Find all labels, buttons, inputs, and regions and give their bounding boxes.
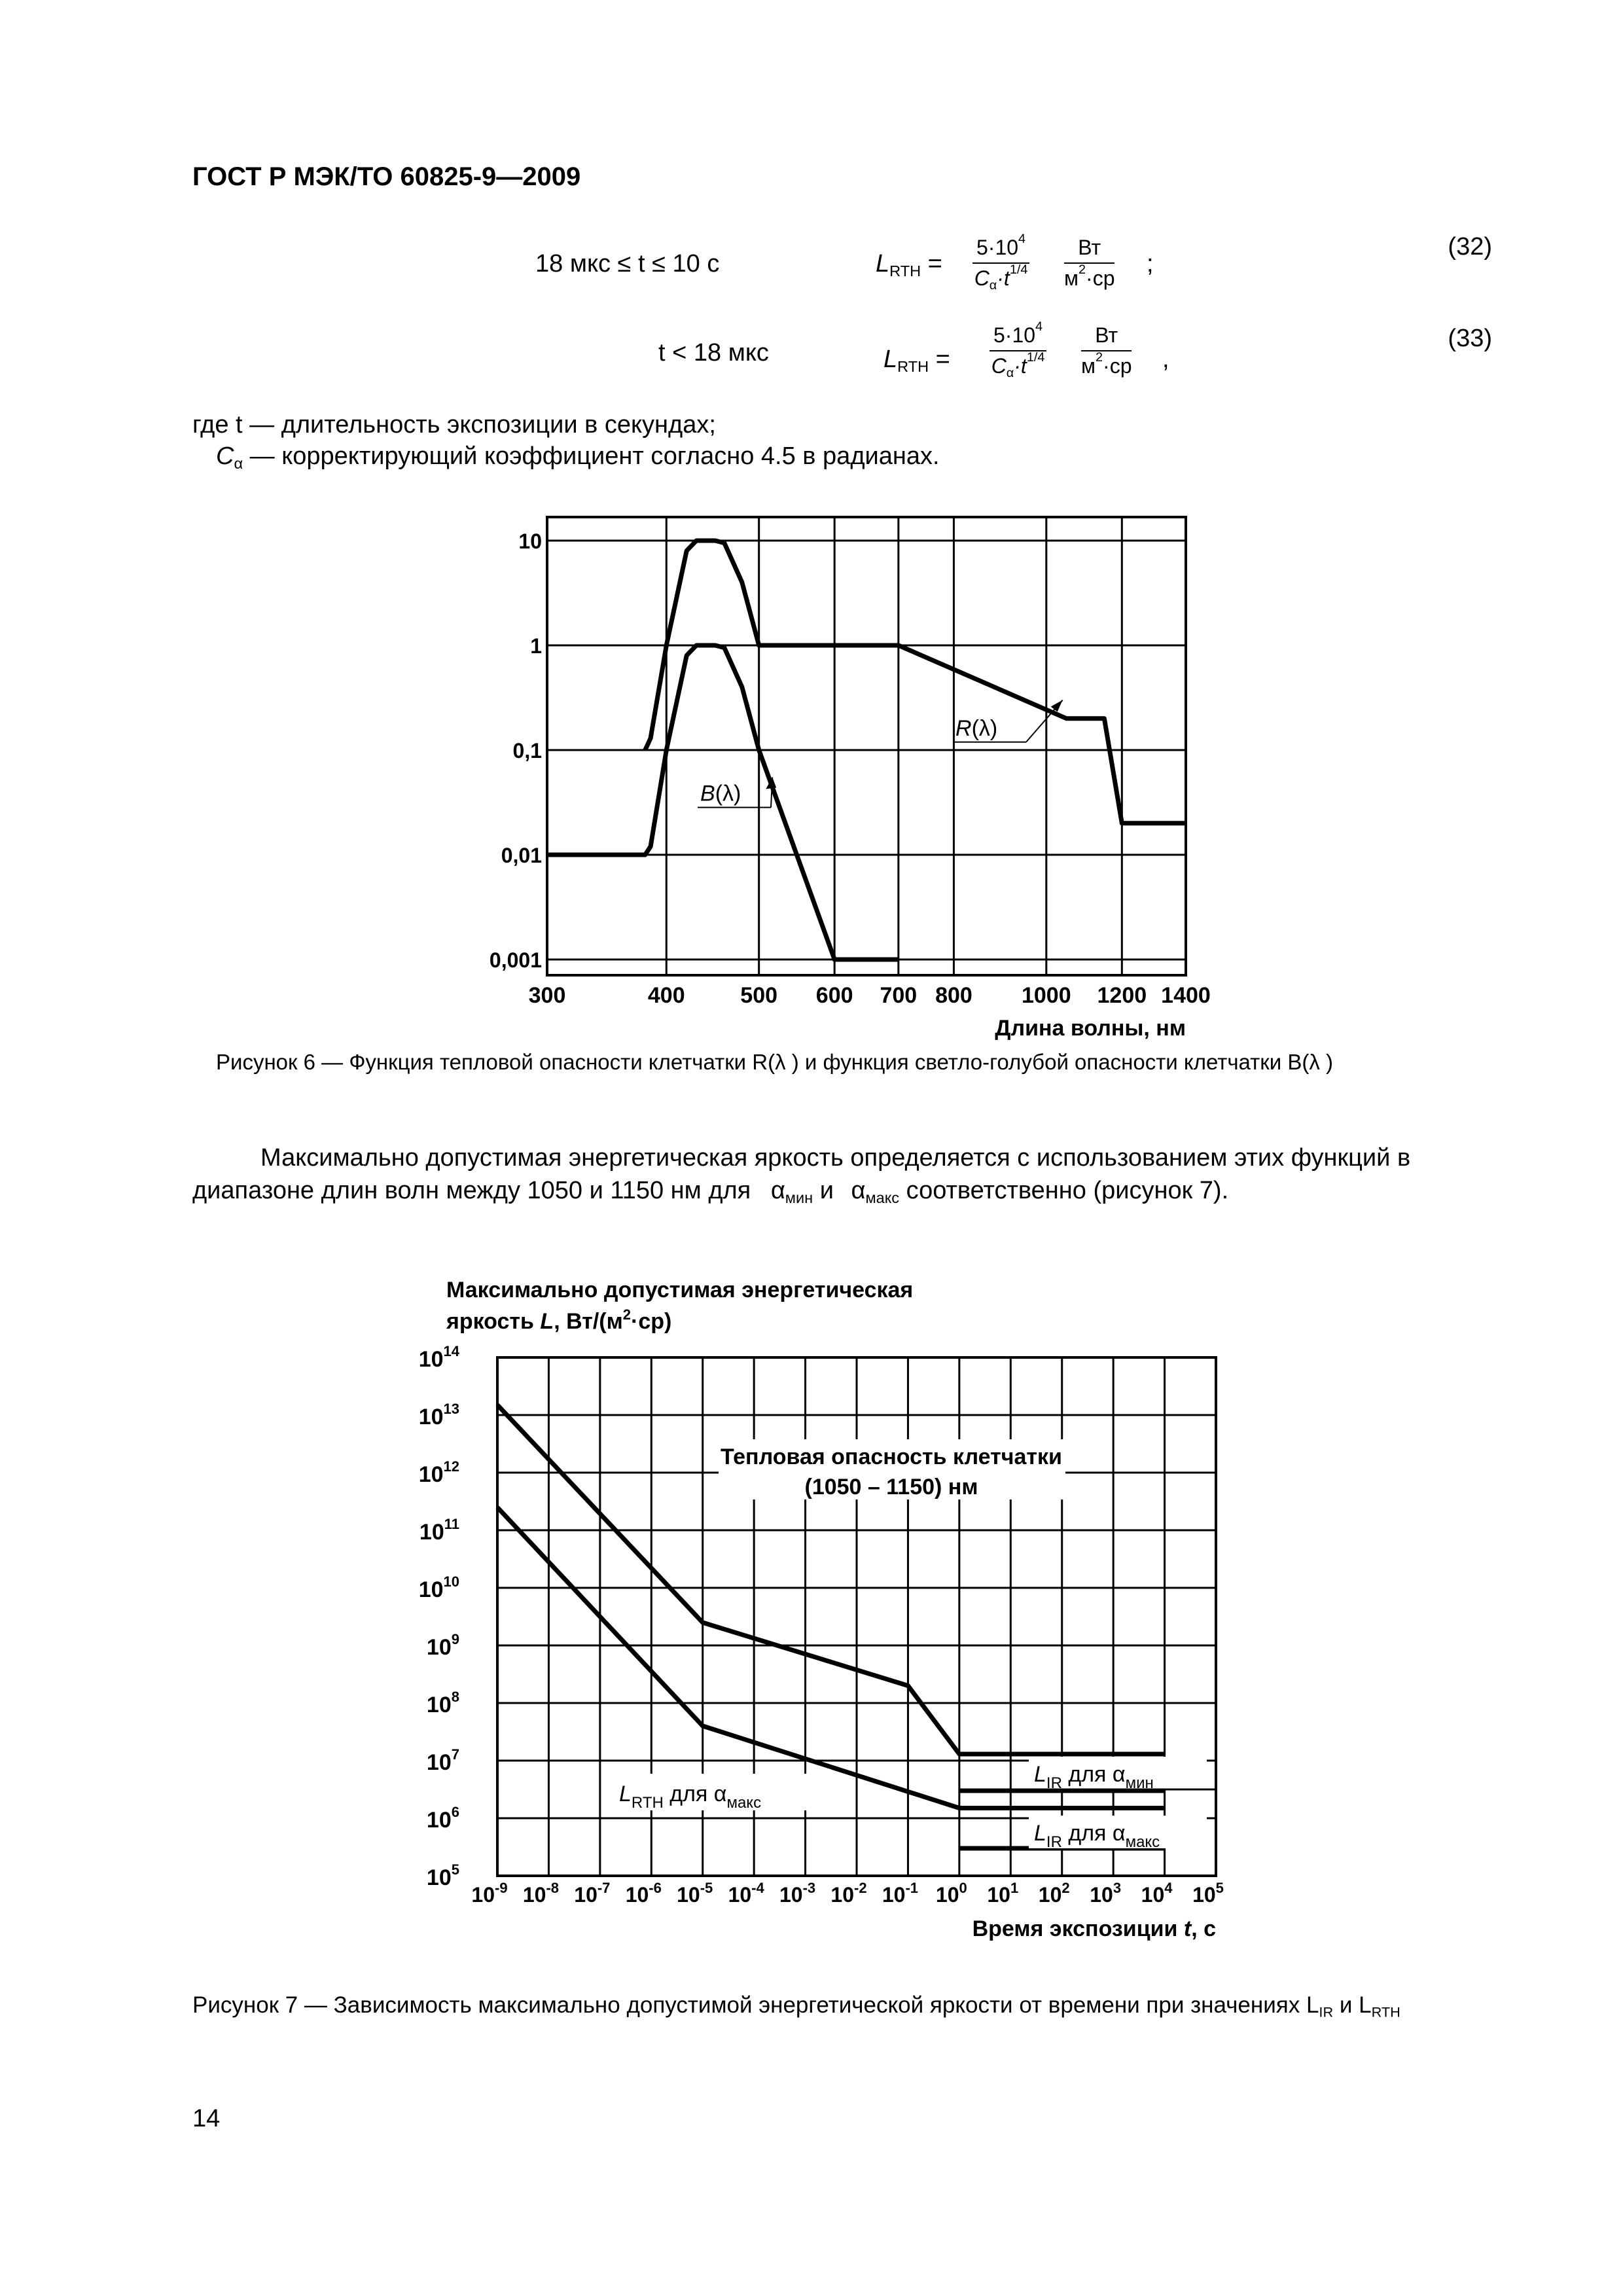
figure-6-x-tick: 1000 [1021, 983, 1071, 1008]
paragraph-line-1: Максимально допустимая энергетическая яркость определяется с использованием этих функций в [260, 1144, 1411, 1172]
figure-7-thermal-label-1: Тепловая опасность клетчатки [721, 1444, 1062, 1470]
figure-6-y-tick: 0,001 [489, 948, 542, 972]
figure-7-x-tick: $10^{-4}$ [728, 1880, 764, 1907]
figure-6-x-tick: 1200 [1097, 983, 1147, 1008]
document-header: ГОСТ Р МЭК/ТО 60825-9—2009 [192, 162, 581, 191]
figure-7-x-tick: $10^{-1}$ [882, 1880, 919, 1907]
figure-7-x-tick: $10^2$ [1038, 1880, 1070, 1907]
formula-32-number: (32) [1448, 233, 1492, 260]
figure-6-x-tick: 400 [647, 983, 685, 1008]
formula-33-frac-b: Вт $м^2\cdot ср$ [1081, 323, 1132, 378]
figure-6-x-tick: 800 [935, 983, 972, 1008]
figure-7-caption: Рисунок 7 — Зависимость максимально допустимой энергетической яркости от времени при значениях $L_{IR}$ и $L_{RTH}$ [192, 1992, 1400, 2020]
formula-33-condition: t < 18 мкс [658, 339, 769, 367]
figure-7-y-tick: $10^7$ [426, 1746, 459, 1775]
formula-32-end: ; [1147, 250, 1154, 278]
figure-7-x-tick: $10^{-8}$ [522, 1880, 560, 1907]
figure-6-y-tick: 1 [530, 634, 542, 658]
figure-7-chart [0, 1263, 1623, 1970]
figure-6-x-tick: 300 [528, 983, 566, 1008]
figure-7-y-tick: $10^5$ [426, 1861, 459, 1890]
where-line-2: $C_\alpha$ — корректирующий коэффициент согласно 4.5 в радианах. [216, 442, 940, 473]
figure-6-x-tick: 500 [740, 983, 778, 1008]
figure-6-x-tick: 1400 [1161, 983, 1211, 1008]
formula-33-lhs: $L_{RTH}$ = [883, 346, 950, 376]
page-number: 14 [192, 2105, 221, 2132]
figure-6-y-tick: 10 [518, 529, 542, 553]
figure-6-label-b: B(λ) [700, 781, 741, 806]
figure-6-y-tick: 0,1 [512, 739, 542, 762]
figure-7-title: Максимально допустимая энергетическая [446, 1278, 914, 1302]
figure-7-y-tick: $10^{12}$ [418, 1458, 459, 1487]
figure-7-x-tick: $10^1$ [987, 1880, 1019, 1907]
formula-33-end: , [1162, 346, 1169, 373]
figure-7-y-tick: $10^{10}$ [418, 1573, 459, 1602]
figure-7-ir-min-label: $L_{IR}$ для $\alpha_{мин}$ [1034, 1762, 1154, 1792]
figure-7-x-tick: $10^4$ [1141, 1880, 1173, 1907]
formula-32-lhs: $L_{RTH}$ = [876, 250, 942, 280]
figure-7-x-tick: $10^3$ [1090, 1880, 1122, 1907]
where-line-1: где t — длительность экспозиции в секундах; [192, 411, 716, 439]
figure-7-x-tick: $10^{-3}$ [779, 1880, 816, 1907]
figure-7-x-tick: $10^{-2}$ [830, 1880, 867, 1907]
figure-7-x-tick: $10^5$ [1192, 1880, 1224, 1907]
figure-7-x-tick: $10^{-9}$ [471, 1880, 508, 1907]
figure-7-y-tick: $10^9$ [426, 1631, 459, 1660]
figure-6-frame [547, 517, 1186, 975]
figure-7-thermal-label-2: (1050 – 1150) нм [804, 1475, 978, 1500]
figure-6-x-tick: 600 [815, 983, 853, 1008]
formula-32-condition: 18 мкс ≤ t ≤ 10 с [535, 250, 720, 278]
figure-6-x-tick: 700 [880, 983, 918, 1008]
figure-7-ir-max-label: $L_{IR}$ для $\alpha_{макс}$ [1034, 1821, 1160, 1851]
paragraph-line-2: диапазоне длин волн между 1050 и 1150 нм для $\alpha_{мин}$ и $\alpha_{макс}$ соответственно (рисунок 7). [192, 1177, 1229, 1207]
figure-7-x-tick: $10^{-7}$ [574, 1880, 611, 1907]
figure-7-x-label: Время экспозиции t, с [972, 1916, 1216, 1941]
figure-7-y-tick: $10^{11}$ [419, 1516, 459, 1545]
figure-7-y-tick: $10^6$ [426, 1804, 459, 1833]
figure-6-x-label: Длина волны, нм [995, 1016, 1186, 1041]
figure-7-rth-label: $L_{RTH}$ для $\alpha_{макс}$ [619, 1782, 762, 1812]
figure-7-x-tick: $10^{-6}$ [625, 1880, 662, 1907]
figure-7-y-tick: $10^{14}$ [418, 1343, 459, 1372]
figure-7-y-tick: $10^8$ [426, 1689, 459, 1717]
figure-6-y-tick: 0,01 [501, 844, 542, 867]
figure-6-chart [0, 497, 1623, 1060]
figure-7-x-tick: $10^{-5}$ [677, 1880, 713, 1907]
formula-33-number: (33) [1448, 325, 1492, 352]
formula-32-frac-a: $\frac{5\cdot 10^4}{C_\alpha\cdot t^{1/4}}$ [972, 236, 1029, 291]
figure-6-caption: Рисунок 6 — Функция тепловой опасности клетчатки R(λ ) и функция светло-голубой опасности клетчатки B(λ ) [216, 1050, 1333, 1074]
figure-6-label-r: R(λ) [955, 715, 998, 741]
figure-7-x-tick: $10^0$ [935, 1880, 967, 1907]
figure-7-y-label: яркость L, $Вт/(м^2\cdot ср)$ [446, 1306, 672, 1334]
formula-33-frac-a: $\frac{5\cdot 10^4}{C_\alpha\cdot t^{1/4}}$ [990, 323, 1046, 378]
formula-32-frac-b: Вт $м^2\cdot ср$ [1064, 236, 1115, 290]
figure-7-y-tick: $10^{13}$ [418, 1401, 459, 1429]
